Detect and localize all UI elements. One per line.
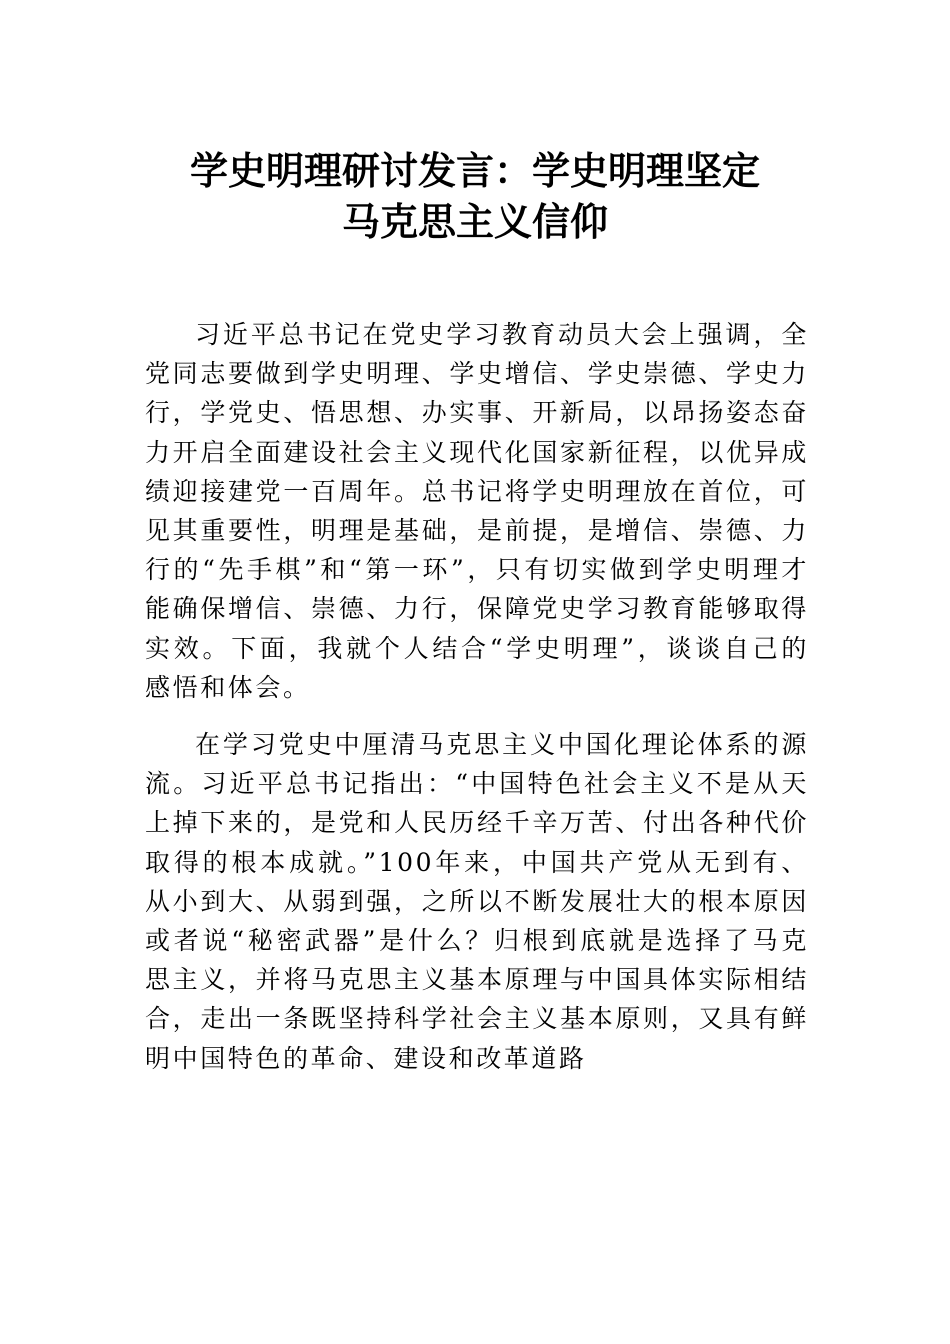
document-body xyxy=(145,315,809,1078)
title-line-1: 学史明理研讨发言：学史明理坚定 xyxy=(189,149,760,193)
paragraph-1: 习近平总书记在党史学习教育动员大会上强调，全党同志要做到学史明理、学史增信、学史崇德、学史力行，学党史、悟思想、办实事、开新局，以昂扬姿态奋力开启全面建设社会主义现代化国家新征程，以优异成绩迎接建党一百周年。总书记将学史明理放在首位，可见其重要性，明理是基础，是前提，是增信、崇德、力行的“先手棋”和“第一环”，只有切实做到学史明理才能确保增信、崇德、力行，保障党史学习教育能够取得实效。下面，我就个人结合“学史明理”，谈谈自己的感悟和体会。 xyxy=(145,320,809,702)
title-line-2: 马克思主义信仰 xyxy=(341,200,608,244)
document-title xyxy=(120,146,830,248)
paragraph-2: 在学习党史中厘清马克思主义中国化理论体系的源流。习近平总书记指出：“中国特色社会主义不是从天上掉下来的，是党和人民历经千辛万苦、付出各种代价取得的根本成就。”100年来，中国共产党从无到有、从小到大、从弱到强，之所以不断发展壮大的根本原因或者说“秘密武器”是什么？归根到底就是选择了马克思主义，并将马克思主义基本原理与中国具体实际相结合，走出一条既坚持科学社会主义基本原则，又具有鲜明中国特色的革命、建设和改革道路 xyxy=(145,730,809,1073)
